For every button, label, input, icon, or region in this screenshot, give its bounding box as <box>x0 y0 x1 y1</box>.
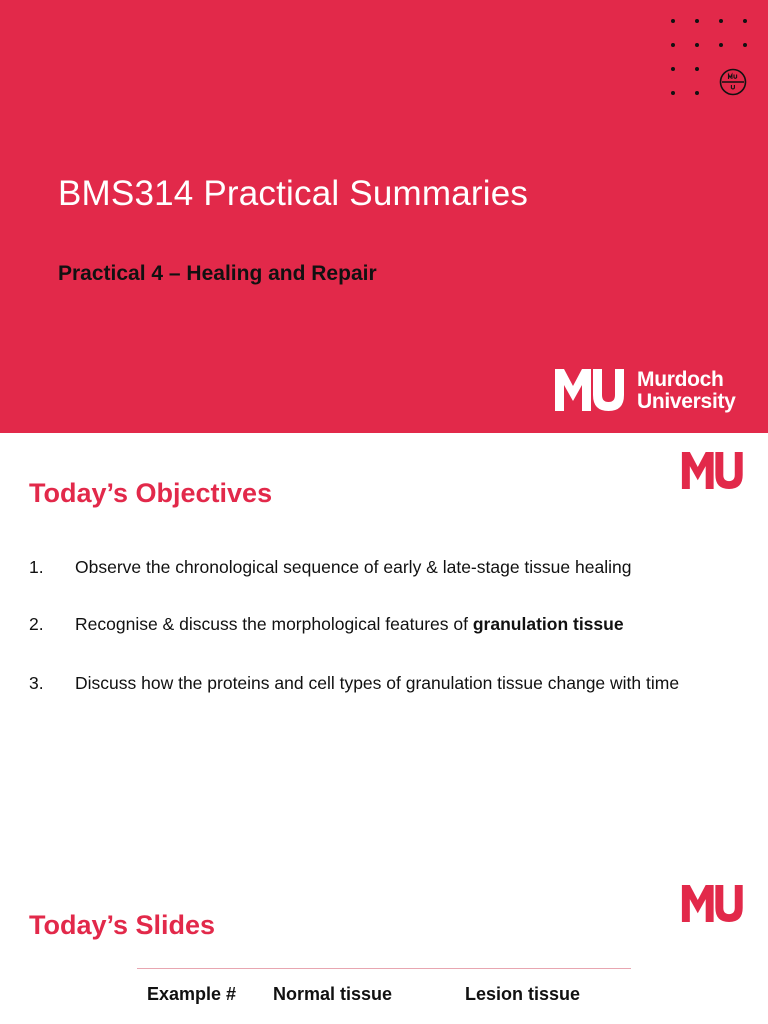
slides-heading: Today’s Slides <box>29 910 216 940</box>
list-item-text <box>75 614 715 634</box>
presentation-title: BMS314 Practical Summaries <box>58 174 529 213</box>
slides-list-slide <box>0 858 768 1024</box>
table-header-lesion-tissue: Lesion tissue <box>465 984 581 1004</box>
table-header-example: Example # <box>147 984 237 1004</box>
list-item-text-bold: granulation tissue <box>472 614 624 634</box>
logo-line-university: University <box>637 390 736 413</box>
list-item-number: 1. <box>29 557 44 577</box>
mu-seal-icon <box>719 68 747 96</box>
title-slide <box>0 0 768 433</box>
list-item-text-plain: Discuss how the proteins and cell types of granulation tissue change with time <box>75 673 680 693</box>
logo-wordmark <box>637 369 736 413</box>
table-header-normal-tissue: Normal tissue <box>273 984 393 1004</box>
logo-line-murdoch: Murdoch <box>637 368 724 391</box>
list-item-number: 2. <box>29 614 44 634</box>
objectives-slide <box>0 433 768 858</box>
table-top-rule <box>137 968 631 969</box>
list-item-text-plain: Observe the chronological sequence of early & late-stage tissue healing <box>75 557 632 577</box>
list-item-number: 3. <box>29 673 44 693</box>
objectives-heading: Today’s Objectives <box>29 478 273 508</box>
presentation-subtitle: Practical 4 – Healing and Repair <box>58 262 377 285</box>
list-item-text <box>75 557 715 577</box>
list-item-text-plain: Recognise & discuss the morphological features of <box>75 614 473 634</box>
mu-logo-icon <box>680 885 749 922</box>
mu-logo-icon <box>555 369 629 411</box>
list-item-text <box>75 673 715 693</box>
mu-logo-icon <box>680 452 749 489</box>
murdoch-university-logo <box>555 369 750 415</box>
